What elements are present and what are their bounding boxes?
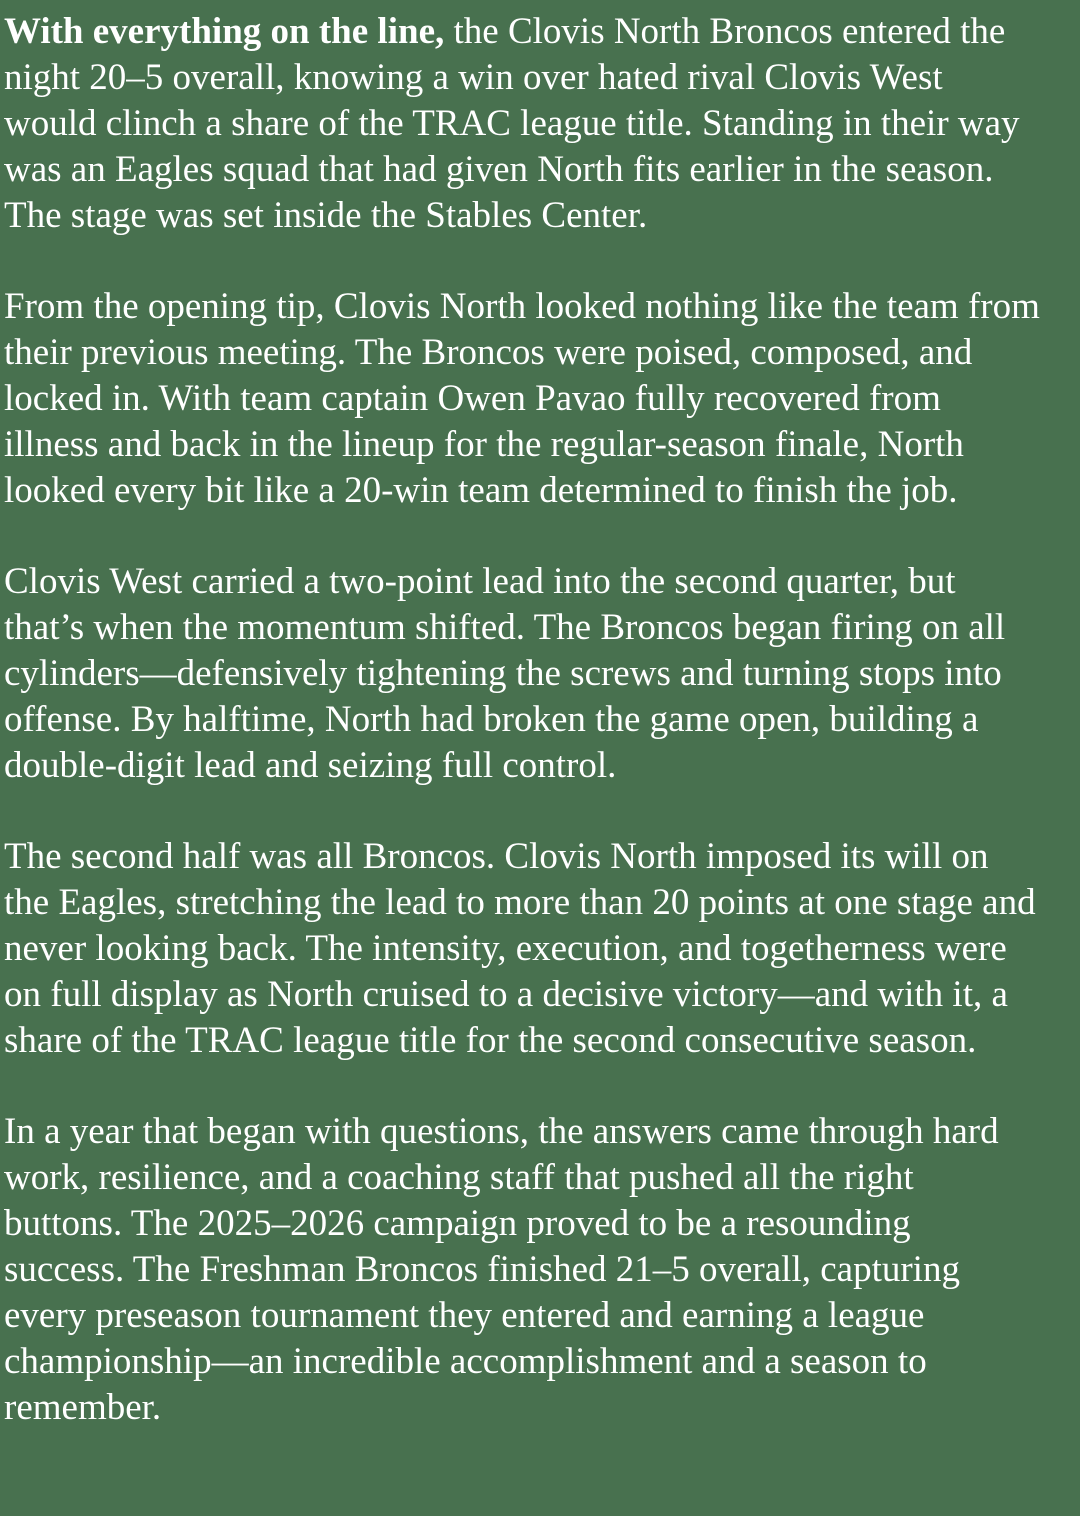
article-paragraph: Clovis West carried a two-point lead into the second quarter, but that’s when the momentum shifted. The Broncos began firing on all cylinders—defensively tightening the screws and turning stops into offense. By halftime, North had broken the game open, building a double-digit lead and seizing full control.: [4, 561, 1006, 786]
article-paragraph: [4, 9, 1040, 239]
article-paragraph: In a year that began with questions, the answers came through hard work, resilience, and a coaching staff that pushed all the right buttons. The 2025–2026 campaign proved to be a resounding success. The Freshman Broncos finished 21–5 overall, capturing every preseason tournament they entered and earning a league championship—an incredible accomplishment and a season to remember.: [4, 1111, 999, 1428]
article-paragraph: From the opening tip, Clovis North looked nothing like the team from their previous meeting. The Broncos were poised, composed, and locked in. With team captain Owen Pavao fully recovered from illness and back in the lineup for the regular-season finale, North looked every bit like a 20-win team determined to finish the job.: [4, 286, 1040, 511]
article-paragraph: The second half was all Broncos. Clovis North imposed its will on the Eagles, stretching the lead to more than 20 points at one stage and never looking back. The intensity, execution, and togetherness were on full display as North cruised to a decisive victory—and with it, a share of the TRAC league title for the second consecutive season.: [4, 836, 1036, 1061]
paragraph-text: the Clovis North Broncos entered the night 20–5 overall, knowing a win over hated rival Clovis West would clinch a share of the TRAC league title. Standing in their way was an Eagles squad that had given North fits earlier in the season. The stage was set inside the Stables Center.: [4, 11, 1020, 236]
paragraph-lead-bold-text: With everything on the line,: [4, 11, 445, 52]
